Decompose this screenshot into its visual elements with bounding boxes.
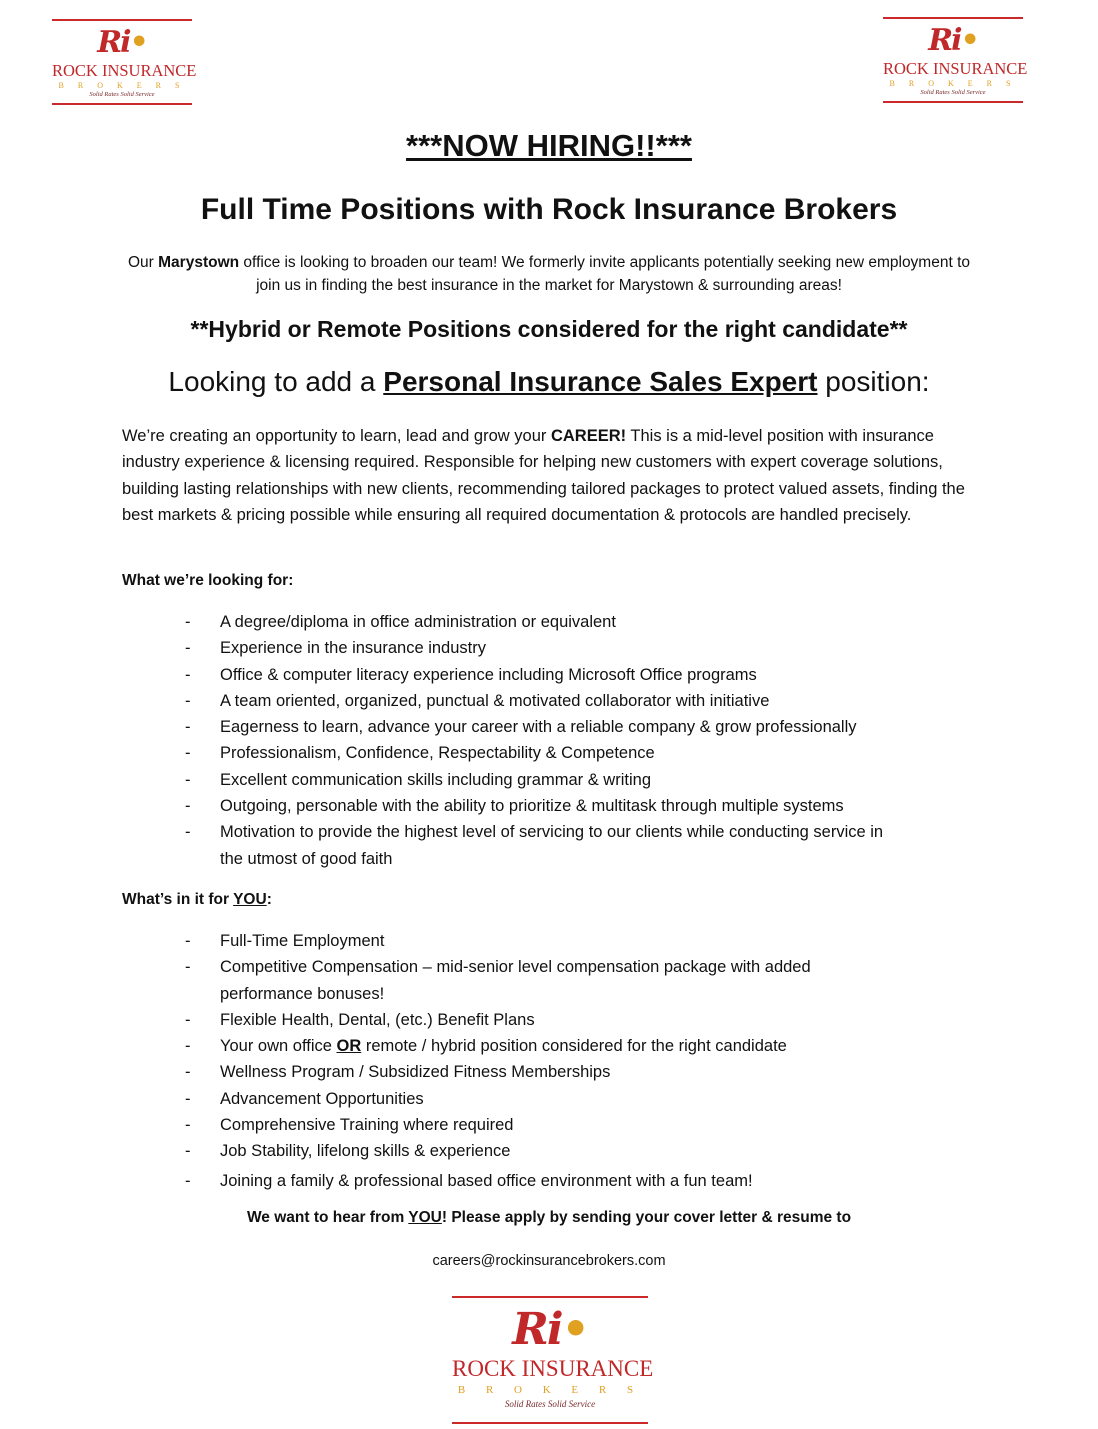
logo-sub: B R O K E R S [889, 79, 1017, 88]
list-item: - Eagerness to learn, advance your career with a reliable company & grow professionally [185, 718, 857, 737]
logo-bottom [452, 1296, 654, 1424]
logo-tagline: Solid Rates Solid Service [920, 89, 986, 96]
list-item: - Flexible Health, Dental, (etc.) Benefit Plans [185, 1010, 535, 1029]
logo-top-right [883, 17, 1028, 103]
logo-rule [883, 17, 1023, 19]
description-paragraph: We’re creating an opportunity to learn, lead and grow your CAREER! This is a mid-level position with insurance industry experience & licensing required. Responsible for helping new customers with expert coverage solutions, building lasting relationships with new clients, recommending tailored packages to protect valued assets, finding the best markets & pricing possible while ensuring all required documentation & protocols are handled precisely. [122, 427, 965, 524]
career-bold: CAREER! [550, 427, 627, 445]
logo-rule [452, 1296, 648, 1298]
list-item: - Competitive Compensation – mid-senior level compensation package with added performance bonuses! [185, 958, 811, 1003]
list-item: - Your own office OR remote / hybrid position considered for the right candidate [185, 1037, 787, 1056]
now-hiring-heading: ***NOW HIRING!!*** [406, 128, 692, 163]
list-item: - Excellent communication skills including grammar & writing [185, 770, 651, 789]
logo-monogram: Ri• [928, 23, 978, 58]
list-item: - Comprehensive Training where required [185, 1116, 514, 1135]
requirements-list [122, 609, 982, 872]
list-item: - A team oriented, organized, punctual & motivated collaborator with initiative [185, 691, 770, 710]
hybrid-note: **Hybrid or Remote Positions considered for the right candidate** [190, 316, 908, 342]
call-to-action: We want to hear from YOU! Please apply by sending your cover letter & resume to [246, 1209, 852, 1226]
location-bold: Marystown [158, 254, 240, 271]
logo-rule [452, 1422, 648, 1424]
logo-name: ROCK INSURANCE [452, 1356, 654, 1381]
position-heading: Looking to add a Personal Insurance Sales Expert position: [168, 366, 930, 397]
benefits-list [122, 928, 982, 1194]
page-title: Full Time Positions with Rock Insurance Brokers [200, 193, 898, 226]
list-item: - Full-Time Employment [185, 932, 385, 950]
logo-top-left [52, 19, 197, 105]
list-item: - Outgoing, personable with the ability to prioritize & multitask through multiple systems [185, 797, 844, 816]
benefits-heading: What’s in it for YOU: [122, 891, 272, 908]
logo-name: ROCK INSURANCE [52, 61, 197, 80]
requirements-heading: What we’re looking for: [122, 572, 294, 589]
logo-tagline: Solid Rates Solid Service [89, 91, 155, 98]
list-item: - Office & computer literacy experience including Microsoft Office programs [185, 665, 757, 684]
list-item: - Advancement Opportunities [185, 1089, 424, 1108]
list-item: - Motivation to provide the highest level of servicing to our clients while conducting service in the utmost of good faith [185, 823, 884, 868]
logo-monogram: Ri• [512, 1304, 588, 1355]
logo-monogram: Ri• [97, 25, 147, 60]
careers-email: careers@rockinsurancebrokers.com [432, 1253, 666, 1269]
position-title: Personal Insurance Sales Expert [383, 366, 818, 397]
list-item: - A degree/diploma in office administration or equivalent [185, 613, 616, 631]
logo-tagline: Solid Rates Solid Service [504, 1399, 596, 1409]
list-item: - Joining a family & professional based office environment with a fun team! [185, 1171, 753, 1190]
logo-sub: B R O K E R S [457, 1384, 643, 1396]
list-item: - Wellness Program / Subsidized Fitness Memberships [185, 1063, 611, 1082]
list-item: - Experience in the insurance industry [185, 639, 486, 658]
logo-name: ROCK INSURANCE [883, 59, 1028, 78]
logo-sub: B R O K E R S [58, 81, 186, 90]
logo-rule [883, 101, 1023, 103]
intro-paragraph: Our Marystown office is looking to broaden our team! We formerly invite applicants potentially seeking new employment to join us in finding the best insurance in the market for Marystown & surrounding areas! [127, 254, 971, 294]
logo-rule [52, 19, 192, 21]
list-item: - Job Stability, lifelong skills & experience [185, 1142, 511, 1161]
logo-rule [52, 103, 192, 105]
list-item: - Professionalism, Confidence, Respectability & Competence [185, 744, 655, 763]
